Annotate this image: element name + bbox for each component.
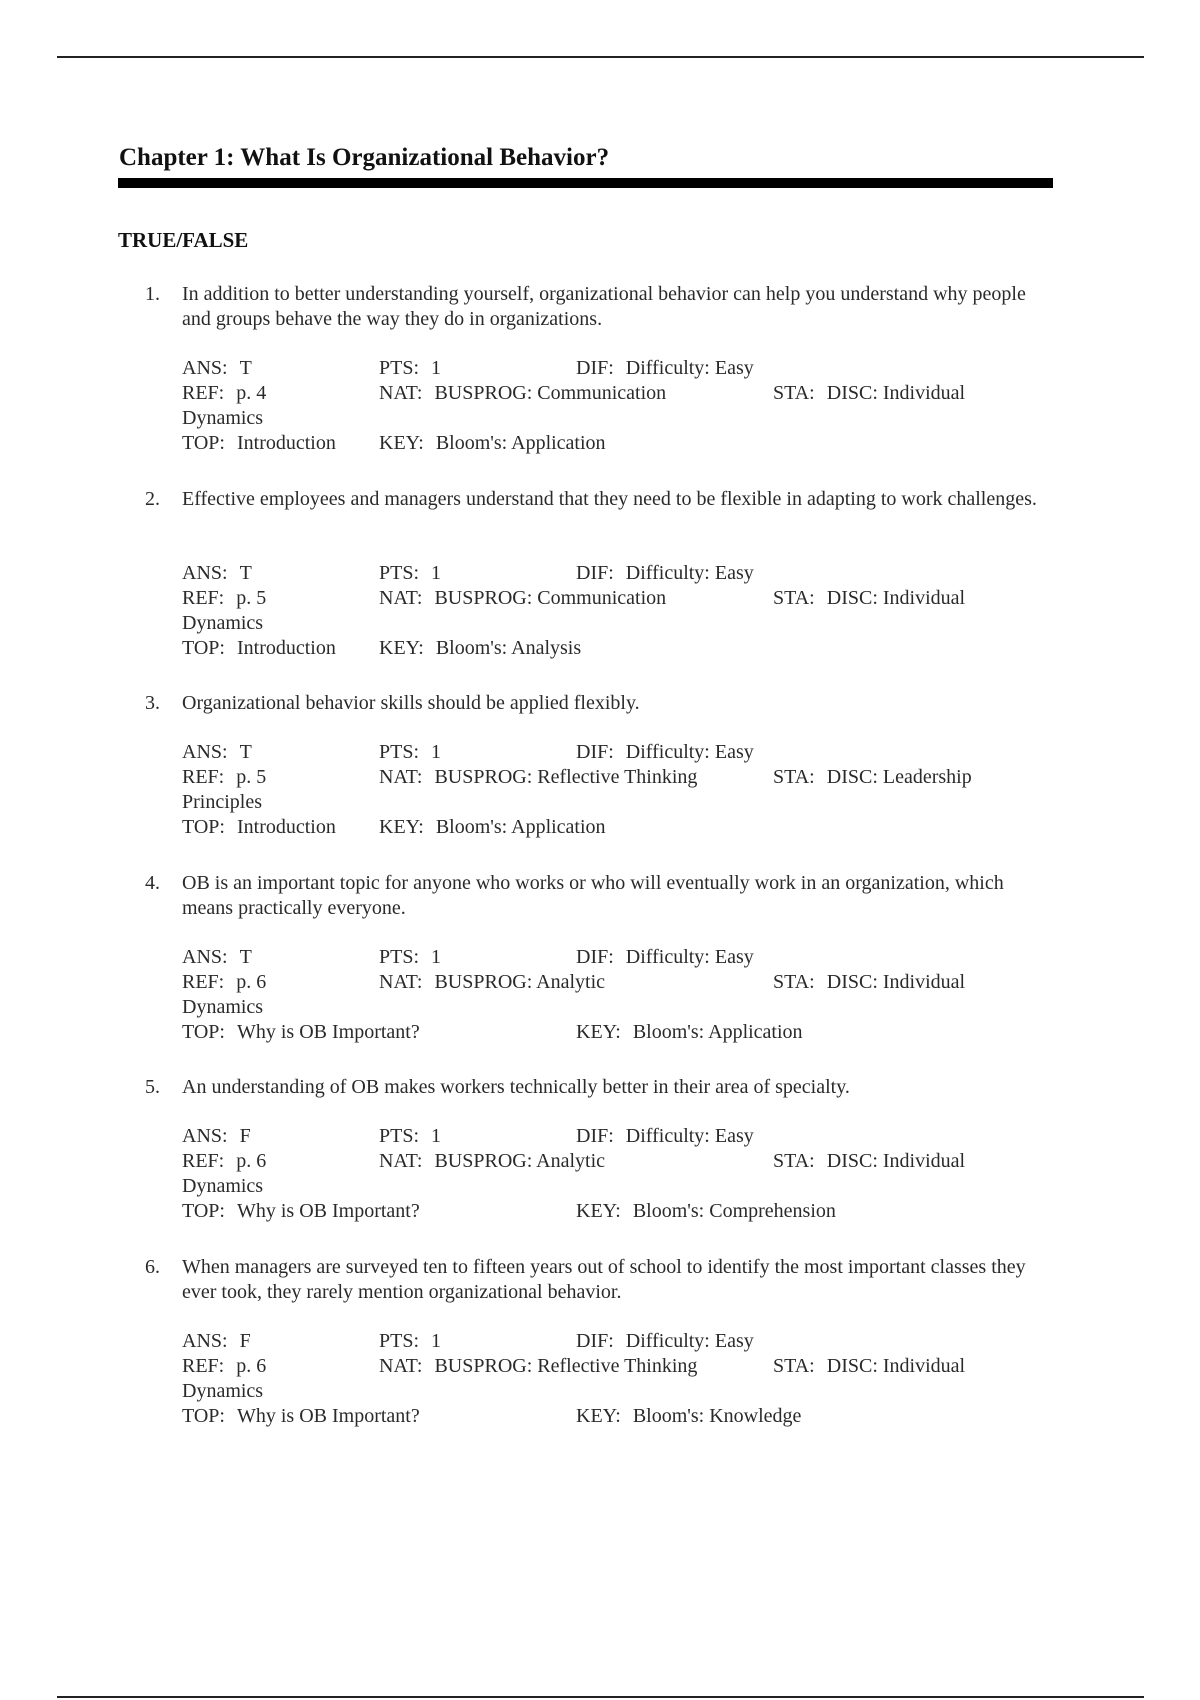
dif-field-value: Difficulty: Easy: [625, 946, 754, 968]
nat-field: [379, 1355, 697, 1378]
ref-field-label: REF:: [182, 1355, 225, 1377]
ref-field-label: REF:: [182, 766, 225, 788]
sta-field-value: DISC: Individual: [826, 1150, 966, 1172]
key-field-label: KEY:: [379, 432, 424, 454]
nat-field-value: BUSPROG: Communication: [434, 587, 667, 609]
sta-field-label: STA:: [773, 766, 815, 788]
sta-field-value: DISC: Leadership: [826, 766, 972, 788]
ans-field-label: ANS:: [182, 1125, 228, 1147]
dif-field-value: Difficulty: Easy: [625, 562, 754, 584]
question-number: 2.: [145, 488, 160, 510]
nat-field-value: BUSPROG: Reflective Thinking: [434, 1355, 698, 1377]
key-field-label: KEY:: [576, 1021, 621, 1043]
pts-field-label: PTS:: [379, 357, 420, 379]
top-field: [182, 1021, 420, 1044]
nat-field-value: BUSPROG: Reflective Thinking: [434, 766, 698, 788]
pts-field-value: 1: [431, 946, 442, 968]
sta-field-label: STA:: [773, 1150, 815, 1172]
nat-field-label: NAT:: [379, 766, 423, 788]
nat-field-label: NAT:: [379, 1355, 423, 1377]
pts-field-value: 1: [431, 1125, 442, 1147]
top-field-value: Introduction: [236, 432, 336, 454]
ans-field-value: T: [239, 357, 252, 379]
ans-field-value: T: [239, 741, 252, 763]
dif-field-value: Difficulty: Easy: [625, 741, 754, 763]
pts-field-value: 1: [431, 562, 442, 584]
ans-field: [182, 946, 252, 969]
sta-wrap-value: Dynamics: [182, 1175, 264, 1197]
ans-field-value: T: [239, 562, 252, 584]
ref-field: [182, 1355, 266, 1378]
pts-field-label: PTS:: [379, 1125, 420, 1147]
dif-field: [576, 741, 754, 764]
nat-field: [379, 382, 666, 405]
top-field-value: Introduction: [236, 816, 336, 838]
top-field-label: TOP:: [182, 432, 225, 454]
sta-field: [773, 382, 965, 405]
sta-field: [773, 766, 972, 789]
sta-field-label: STA:: [773, 971, 815, 993]
sta-wrap-value: Principles: [182, 791, 262, 813]
ans-field: [182, 1125, 251, 1148]
sta-wrap: [182, 996, 263, 1019]
top-rule: [57, 56, 1144, 58]
ref-field: [182, 1150, 266, 1173]
ref-field: [182, 971, 266, 994]
dif-field: [576, 1330, 754, 1353]
top-field: [182, 432, 336, 455]
ans-field-label: ANS:: [182, 1330, 228, 1352]
nat-field-value: BUSPROG: Analytic: [434, 1150, 606, 1172]
top-field-label: TOP:: [182, 637, 225, 659]
key-field-value: Bloom's: Analysis: [435, 637, 582, 659]
pts-field: [379, 562, 441, 585]
chapter-title: Chapter 1: What Is Organizational Behavior?: [119, 144, 610, 171]
ans-field-label: ANS:: [182, 562, 228, 584]
dif-field-label: DIF:: [576, 741, 614, 763]
pts-field: [379, 1125, 441, 1148]
pts-field-label: PTS:: [379, 1330, 420, 1352]
dif-field-label: DIF:: [576, 946, 614, 968]
key-field: [379, 816, 606, 839]
dif-field-value: Difficulty: Easy: [625, 1125, 754, 1147]
question-number: 1.: [145, 283, 160, 305]
top-field-value: Why is OB Important?: [236, 1200, 420, 1222]
sta-wrap: [182, 407, 263, 430]
key-field: [379, 432, 606, 455]
question-text: OB is an important topic for anyone who works or who will eventually work in an organization, which means practically everyone.: [182, 872, 1004, 919]
nat-field-value: BUSPROG: Communication: [434, 382, 667, 404]
question-number: 4.: [145, 872, 160, 894]
sta-field: [773, 587, 965, 610]
question-number: 6.: [145, 1256, 160, 1278]
sta-wrap-value: Dynamics: [182, 407, 264, 429]
dif-field-label: DIF:: [576, 1330, 614, 1352]
pts-field-label: PTS:: [379, 562, 420, 584]
question-number: 3.: [145, 692, 160, 714]
top-field: [182, 816, 336, 839]
key-field-label: KEY:: [379, 637, 424, 659]
dif-field: [576, 562, 754, 585]
key-field-value: Bloom's: Application: [435, 432, 606, 454]
sta-wrap-value: Dynamics: [182, 996, 264, 1018]
ans-field-value: F: [239, 1330, 251, 1352]
sta-field-value: DISC: Individual: [826, 587, 966, 609]
ans-field: [182, 562, 252, 585]
top-field: [182, 1200, 420, 1223]
top-field-label: TOP:: [182, 1021, 225, 1043]
ans-field: [182, 741, 252, 764]
ans-field: [182, 357, 252, 380]
dif-field-label: DIF:: [576, 1125, 614, 1147]
ans-field-label: ANS:: [182, 357, 228, 379]
question-number: 5.: [145, 1076, 160, 1098]
ref-field-value: p. 4: [236, 382, 267, 404]
ref-field: [182, 766, 266, 789]
ref-field-value: p. 5: [236, 766, 267, 788]
dif-field-value: Difficulty: Easy: [625, 357, 754, 379]
pts-field-value: 1: [431, 357, 442, 379]
top-field-label: TOP:: [182, 1405, 225, 1427]
sta-field: [773, 1355, 965, 1378]
nat-field: [379, 1150, 605, 1173]
ans-field-label: ANS:: [182, 946, 228, 968]
nat-field-label: NAT:: [379, 382, 423, 404]
key-field-value: Bloom's: Knowledge: [632, 1405, 802, 1427]
bottom-rule: [57, 1696, 1144, 1698]
dif-field: [576, 1125, 754, 1148]
top-field-value: Why is OB Important?: [236, 1021, 420, 1043]
pts-field-value: 1: [431, 1330, 442, 1352]
nat-field-label: NAT:: [379, 971, 423, 993]
dif-field: [576, 946, 754, 969]
ref-field-value: p. 6: [236, 1150, 267, 1172]
question-text: In addition to better understanding yourself, organizational behavior can help you understand why people and groups behave the way they do in organizations.: [182, 283, 1026, 330]
pts-field-value: 1: [431, 741, 442, 763]
sta-field-label: STA:: [773, 382, 815, 404]
ref-field-value: p. 6: [236, 1355, 267, 1377]
sta-wrap: [182, 1380, 263, 1403]
top-field-label: TOP:: [182, 1200, 225, 1222]
ref-field-label: REF:: [182, 382, 225, 404]
pts-field-label: PTS:: [379, 741, 420, 763]
section-heading: TRUE/FALSE: [118, 228, 249, 252]
top-field: [182, 637, 336, 660]
sta-wrap: [182, 612, 263, 635]
ref-field-label: REF:: [182, 1150, 225, 1172]
sta-wrap: [182, 791, 262, 814]
key-field-label: KEY:: [576, 1200, 621, 1222]
pts-field-label: PTS:: [379, 946, 420, 968]
pts-field: [379, 1330, 441, 1353]
sta-field-value: DISC: Individual: [826, 971, 966, 993]
key-field: [576, 1200, 836, 1223]
sta-field: [773, 971, 965, 994]
pts-field: [379, 741, 441, 764]
nat-field-label: NAT:: [379, 1150, 423, 1172]
ref-field: [182, 382, 266, 405]
top-field: [182, 1405, 420, 1428]
nat-field: [379, 587, 666, 610]
dif-field-label: DIF:: [576, 357, 614, 379]
question-text: Organizational behavior skills should be applied flexibly.: [182, 692, 640, 714]
sta-wrap-value: Dynamics: [182, 1380, 264, 1402]
question-text: Effective employees and managers understand that they need to be flexible in adapting to work challenges.: [182, 488, 1037, 510]
key-field-label: KEY:: [576, 1405, 621, 1427]
ans-field-value: F: [239, 1125, 251, 1147]
key-field-value: Bloom's: Application: [632, 1021, 803, 1043]
sta-field: [773, 1150, 965, 1173]
ref-field-value: p. 6: [236, 971, 267, 993]
key-field: [576, 1405, 801, 1428]
question-text: When managers are surveyed ten to fifteen years out of school to identify the most important classes they ever took, they rarely mention organizational behavior.: [182, 1256, 1026, 1303]
nat-field: [379, 766, 697, 789]
sta-field-value: DISC: Individual: [826, 1355, 966, 1377]
key-field: [379, 637, 581, 660]
key-field-value: Bloom's: Application: [435, 816, 606, 838]
ref-field-label: REF:: [182, 971, 225, 993]
top-field-value: Why is OB Important?: [236, 1405, 420, 1427]
sta-field-label: STA:: [773, 1355, 815, 1377]
nat-field-value: BUSPROG: Analytic: [434, 971, 606, 993]
ans-field: [182, 1330, 251, 1353]
key-field: [576, 1021, 803, 1044]
ref-field: [182, 587, 266, 610]
dif-field-value: Difficulty: Easy: [625, 1330, 754, 1352]
ref-field-label: REF:: [182, 587, 225, 609]
top-field-label: TOP:: [182, 816, 225, 838]
ref-field-value: p. 5: [236, 587, 267, 609]
top-field-value: Introduction: [236, 637, 336, 659]
pts-field: [379, 946, 441, 969]
ans-field-label: ANS:: [182, 741, 228, 763]
nat-field-label: NAT:: [379, 587, 423, 609]
question-text: An understanding of OB makes workers technically better in their area of specialty.: [182, 1076, 850, 1098]
ans-field-value: T: [239, 946, 252, 968]
dif-field-label: DIF:: [576, 562, 614, 584]
sta-wrap-value: Dynamics: [182, 612, 264, 634]
key-field-label: KEY:: [379, 816, 424, 838]
pts-field: [379, 357, 441, 380]
nat-field: [379, 971, 605, 994]
sta-field-label: STA:: [773, 587, 815, 609]
dif-field: [576, 357, 754, 380]
title-underline-bar: [118, 178, 1053, 188]
sta-wrap: [182, 1175, 263, 1198]
sta-field-value: DISC: Individual: [826, 382, 966, 404]
key-field-value: Bloom's: Comprehension: [632, 1200, 836, 1222]
